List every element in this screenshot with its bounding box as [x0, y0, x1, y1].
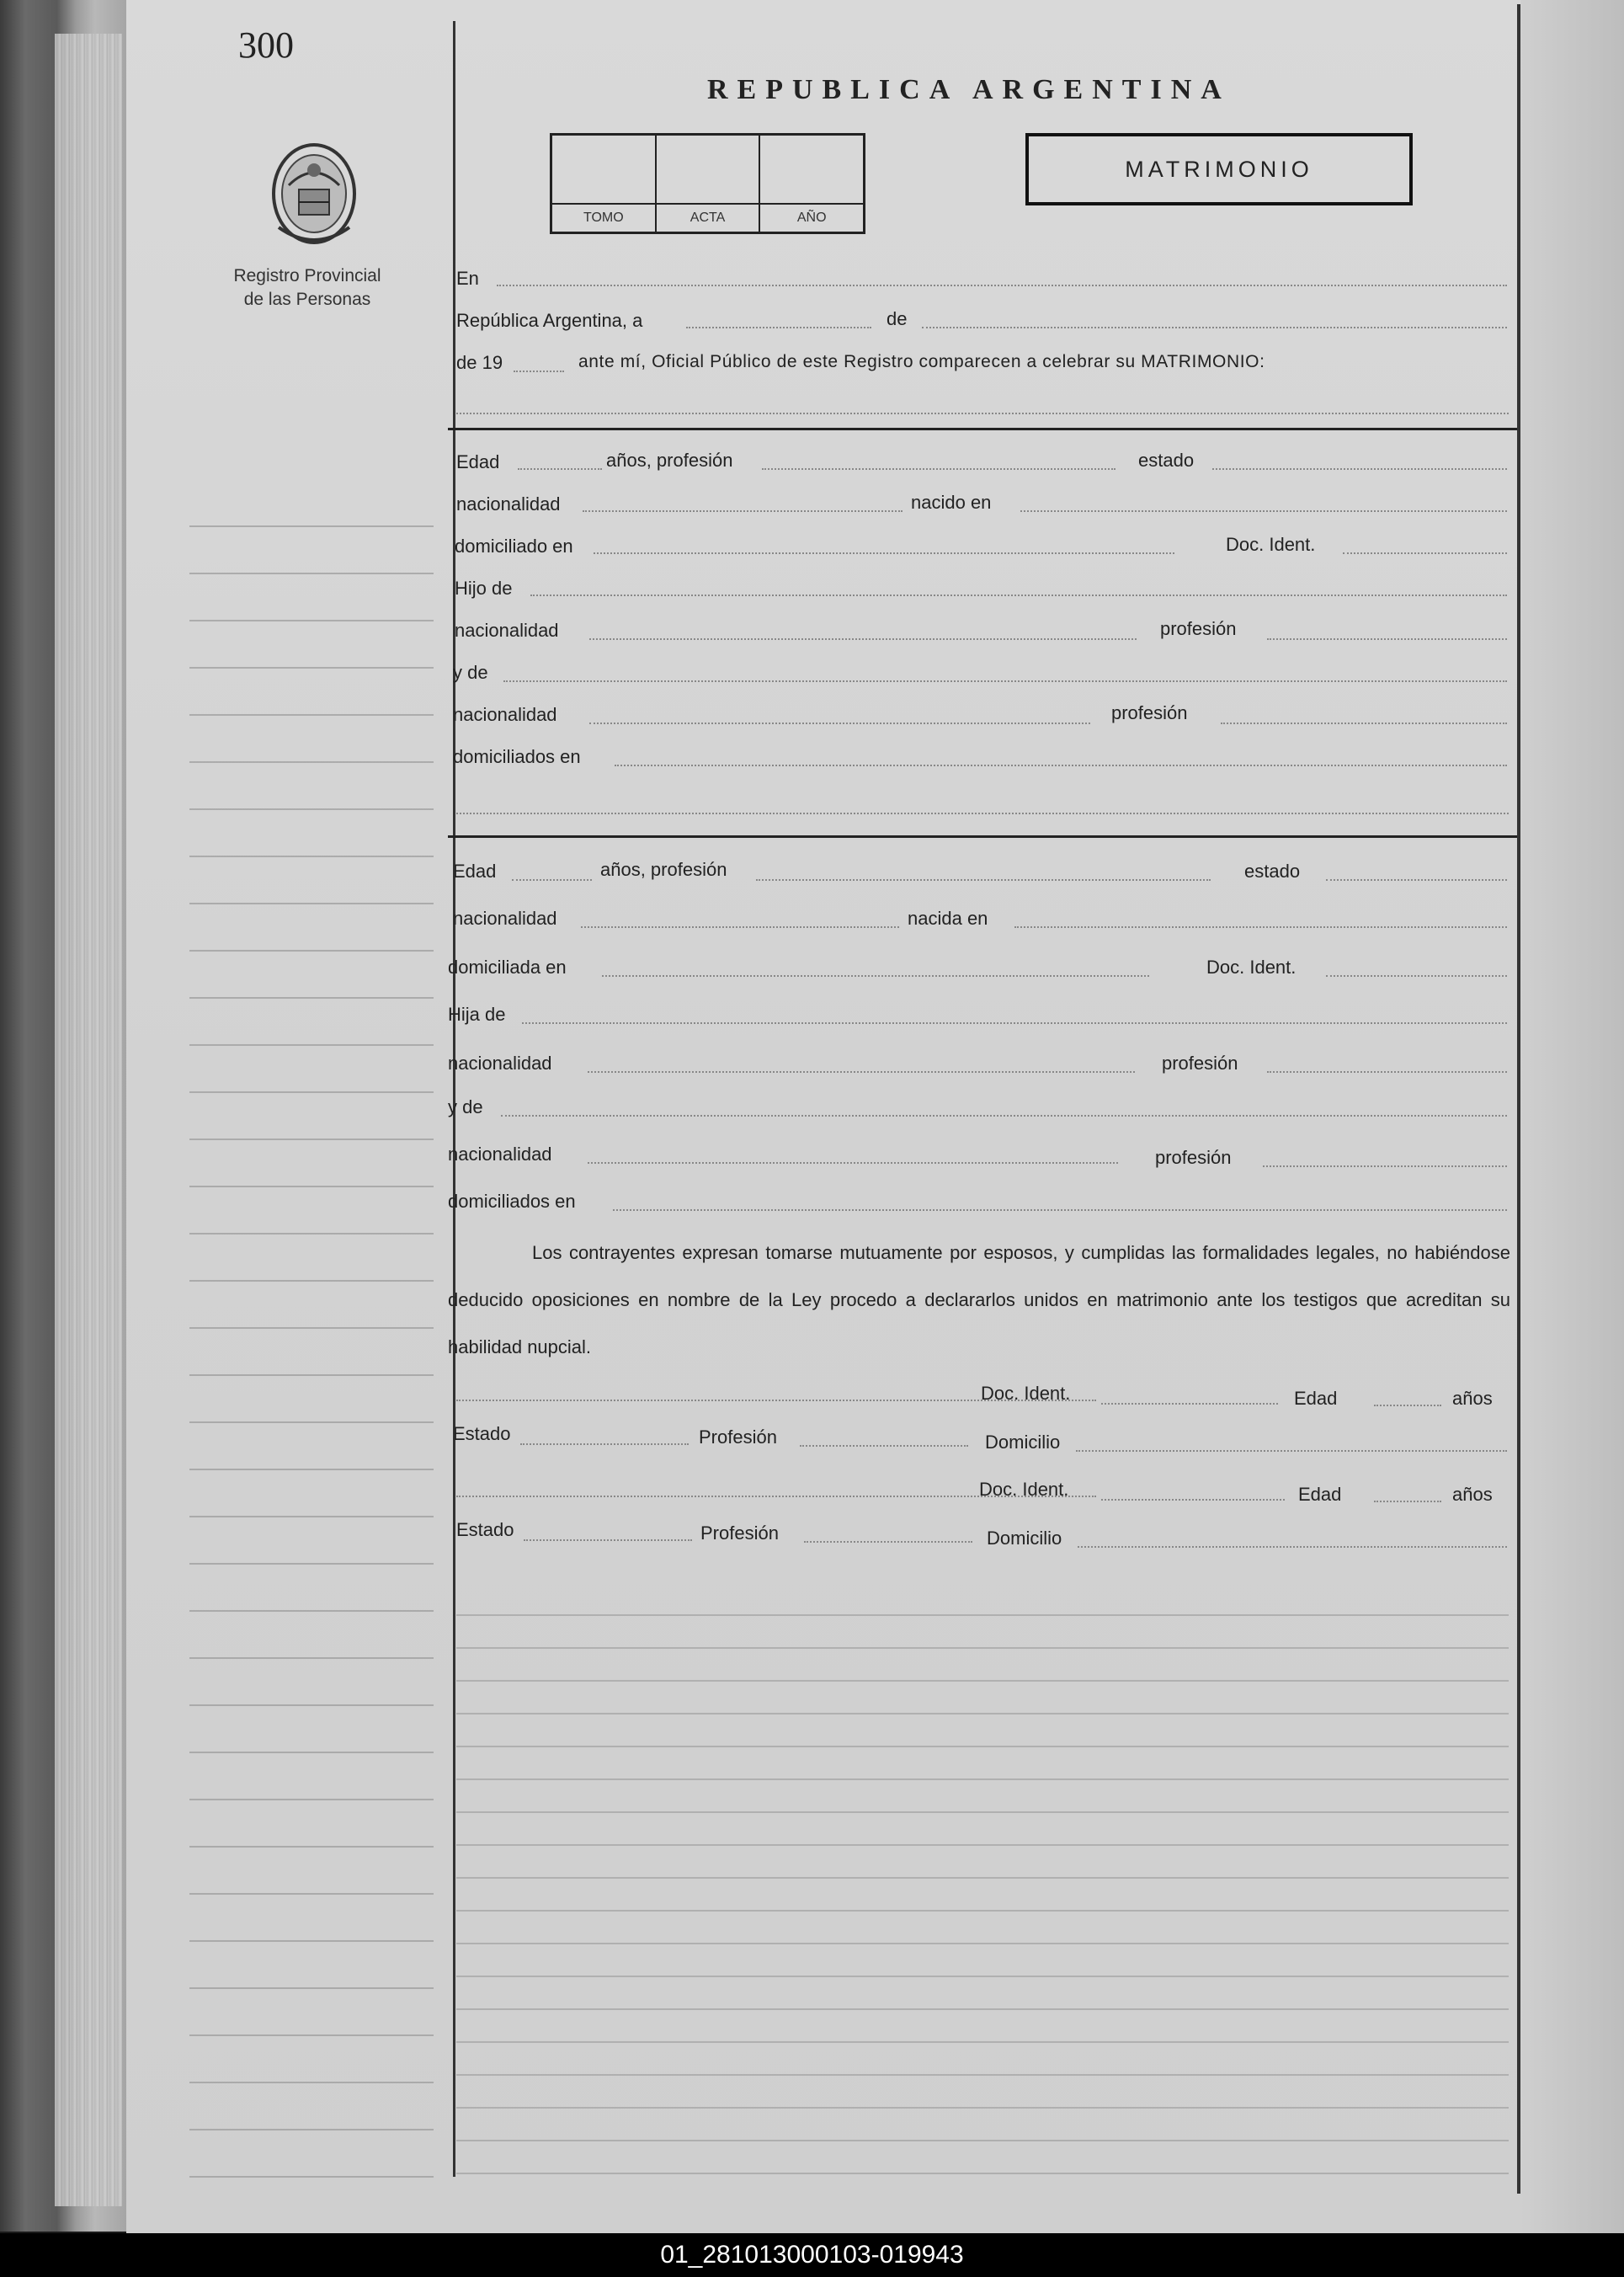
- bride-mother-field[interactable]: [501, 1115, 1507, 1117]
- groom-profesion-field[interactable]: [762, 468, 1116, 470]
- intro-day-field[interactable]: [686, 327, 871, 328]
- margin-lines: [189, 480, 434, 2198]
- book-edge: [0, 0, 126, 2232]
- box-acta[interactable]: ACTA: [657, 136, 761, 232]
- bride-domiciliada: domiciliada en: [448, 957, 567, 978]
- register-boxes: [550, 133, 865, 234]
- groom-anos-profesion: años, profesión: [606, 450, 733, 471]
- right-margin: [1520, 0, 1624, 2233]
- witness1-profesion-field[interactable]: [800, 1445, 968, 1447]
- bride-father-field[interactable]: [522, 1022, 1507, 1024]
- page-number: 300: [238, 24, 294, 66]
- section-divider-2: [448, 835, 1517, 838]
- groom-father-field[interactable]: [530, 595, 1507, 596]
- witness2-doc-field[interactable]: [1101, 1499, 1285, 1501]
- witness2-domicilio-field[interactable]: [1078, 1546, 1507, 1548]
- bride-nacionalidad: nacionalidad: [453, 908, 557, 929]
- groom-nacionalidad: nacionalidad: [456, 493, 561, 515]
- groom-doc-field[interactable]: [1343, 552, 1507, 554]
- bride-edad-field[interactable]: [512, 879, 592, 881]
- box-tomo[interactable]: TOMO: [552, 136, 657, 232]
- bride-estado-field[interactable]: [1326, 879, 1507, 881]
- witness2-doc-ident: Doc. Ident.: [979, 1479, 1069, 1500]
- groom-mother-nacionalidad-field[interactable]: [589, 723, 1090, 724]
- witness1-edad: Edad: [1294, 1388, 1338, 1409]
- groom-mother-field[interactable]: [503, 680, 1507, 682]
- bride-nacionalidad2: nacionalidad: [448, 1053, 552, 1074]
- intro-month-field[interactable]: [922, 327, 1507, 328]
- intro-de: de: [887, 308, 908, 329]
- box-ano[interactable]: AÑO: [760, 136, 863, 232]
- act-type: MATRIMONIO: [1025, 133, 1413, 205]
- witness1-estado: Estado: [453, 1423, 511, 1444]
- intro-statement: ante mí, Oficial Público de este Registro comparecen a celebrar su MATRIMONIO:: [578, 352, 1265, 371]
- bride-estado: estado: [1244, 861, 1301, 882]
- bride-profesion-field[interactable]: [756, 879, 1211, 881]
- bride-anos-profesion: años, profesión: [600, 859, 727, 880]
- image-id-footer: 01_281013000103-019943: [0, 2233, 1624, 2277]
- groom-domicilio-field[interactable]: [594, 552, 1174, 554]
- witness1-doc-field[interactable]: [1101, 1403, 1278, 1405]
- groom-nacido-en: nacido en: [911, 492, 992, 513]
- bride-profesion2: profesión: [1162, 1053, 1238, 1074]
- witness2-estado: Estado: [456, 1519, 514, 1540]
- intro-de-19: de 19: [456, 352, 503, 373]
- witness2-profesion-field[interactable]: [804, 1541, 972, 1543]
- groom-parents-domicilio-field[interactable]: [615, 765, 1507, 766]
- intro-republica: República Argentina, a: [456, 310, 643, 331]
- groom-estado: estado: [1138, 450, 1195, 471]
- groom-extra-field[interactable]: [456, 813, 1509, 814]
- groom-profesion2: profesión: [1160, 618, 1237, 639]
- bride-mother-nacionalidad-field[interactable]: [588, 1162, 1118, 1164]
- intro-extra-field[interactable]: [456, 413, 1509, 414]
- bride-nacionalidad3: nacionalidad: [448, 1144, 552, 1165]
- bride-doc-field[interactable]: [1326, 975, 1507, 977]
- witness2-anos: años: [1452, 1484, 1493, 1505]
- bride-parents-domicilio-field[interactable]: [613, 1209, 1507, 1211]
- groom-edad: Edad: [456, 451, 500, 472]
- groom-nacionalidad-field[interactable]: [583, 510, 903, 512]
- groom-domiciliado: domiciliado en: [455, 536, 573, 557]
- declaration-text: Los contrayentes expresan tomarse mutuamente por esposos, y cumplidas las formalidades legales, no habiéndose deducido oposiciones en nombre de la Ley procedo a declararlos unidos en matrimonio ante los testigos que acreditan su habilidad nupcial.: [448, 1242, 1510, 1357]
- bride-edad: Edad: [453, 861, 497, 882]
- groom-nacido-field[interactable]: [1020, 510, 1507, 512]
- groom-y-de: y de: [453, 662, 488, 683]
- witness1-edad-field[interactable]: [1374, 1405, 1441, 1406]
- groom-nacionalidad2: nacionalidad: [455, 620, 559, 641]
- bride-mother-profesion-field[interactable]: [1263, 1165, 1507, 1167]
- witness2-domicilio: Domicilio: [987, 1528, 1062, 1549]
- witness2-estado-field[interactable]: [524, 1539, 692, 1541]
- witness1-estado-field[interactable]: [520, 1443, 689, 1445]
- witness1-domicilio: Domicilio: [985, 1432, 1061, 1453]
- groom-hijo-de: Hijo de: [455, 578, 513, 599]
- groom-profesion3: profesión: [1111, 702, 1188, 723]
- notes-lines[interactable]: [456, 1583, 1509, 2189]
- groom-mother-profesion-field[interactable]: [1221, 723, 1507, 724]
- coat-of-arms-seal: [264, 135, 365, 253]
- witness1-profesion: Profesión: [699, 1426, 777, 1448]
- witness2-edad: Edad: [1298, 1484, 1342, 1505]
- intro-year-field[interactable]: [514, 371, 564, 372]
- bride-domiciliados: domiciliados en: [448, 1191, 576, 1212]
- registry-name: Registro Provincial de las Personas: [233, 266, 381, 309]
- bride-nacida-en: nacida en: [908, 908, 988, 929]
- bride-father-profesion-field[interactable]: [1267, 1071, 1507, 1073]
- witness1-anos: años: [1452, 1388, 1493, 1409]
- page-stack: [55, 34, 122, 2206]
- groom-father-profesion-field[interactable]: [1267, 638, 1507, 640]
- bride-profesion3: profesión: [1155, 1147, 1232, 1168]
- section-divider-1: [448, 428, 1517, 430]
- witness1-doc-ident: Doc. Ident.: [981, 1383, 1071, 1404]
- witness2-profesion: Profesión: [700, 1522, 779, 1544]
- witness2-edad-field[interactable]: [1374, 1501, 1441, 1502]
- groom-estado-field[interactable]: [1212, 468, 1507, 470]
- intro-en: En: [456, 268, 479, 289]
- groom-nacionalidad3: nacionalidad: [453, 704, 557, 725]
- groom-domiciliados: domiciliados en: [453, 746, 581, 767]
- bride-father-nacionalidad-field[interactable]: [588, 1071, 1135, 1073]
- document-page: [126, 0, 1624, 2233]
- intro-en-field[interactable]: [497, 285, 1507, 286]
- bride-nacida-field[interactable]: [1014, 926, 1507, 928]
- country-title: REPUBLICA ARGENTINA: [707, 74, 1231, 105]
- witness1-domicilio-field[interactable]: [1076, 1450, 1507, 1452]
- bride-nacionalidad-field[interactable]: [581, 926, 899, 928]
- bride-domicilio-field[interactable]: [602, 975, 1149, 977]
- bride-hija-de: Hija de: [448, 1004, 506, 1025]
- groom-edad-field[interactable]: [518, 468, 602, 470]
- groom-doc-ident: Doc. Ident.: [1226, 534, 1316, 555]
- bride-doc-ident: Doc. Ident.: [1206, 957, 1297, 978]
- groom-father-nacionalidad-field[interactable]: [589, 638, 1137, 640]
- bride-y-de: y de: [448, 1096, 483, 1117]
